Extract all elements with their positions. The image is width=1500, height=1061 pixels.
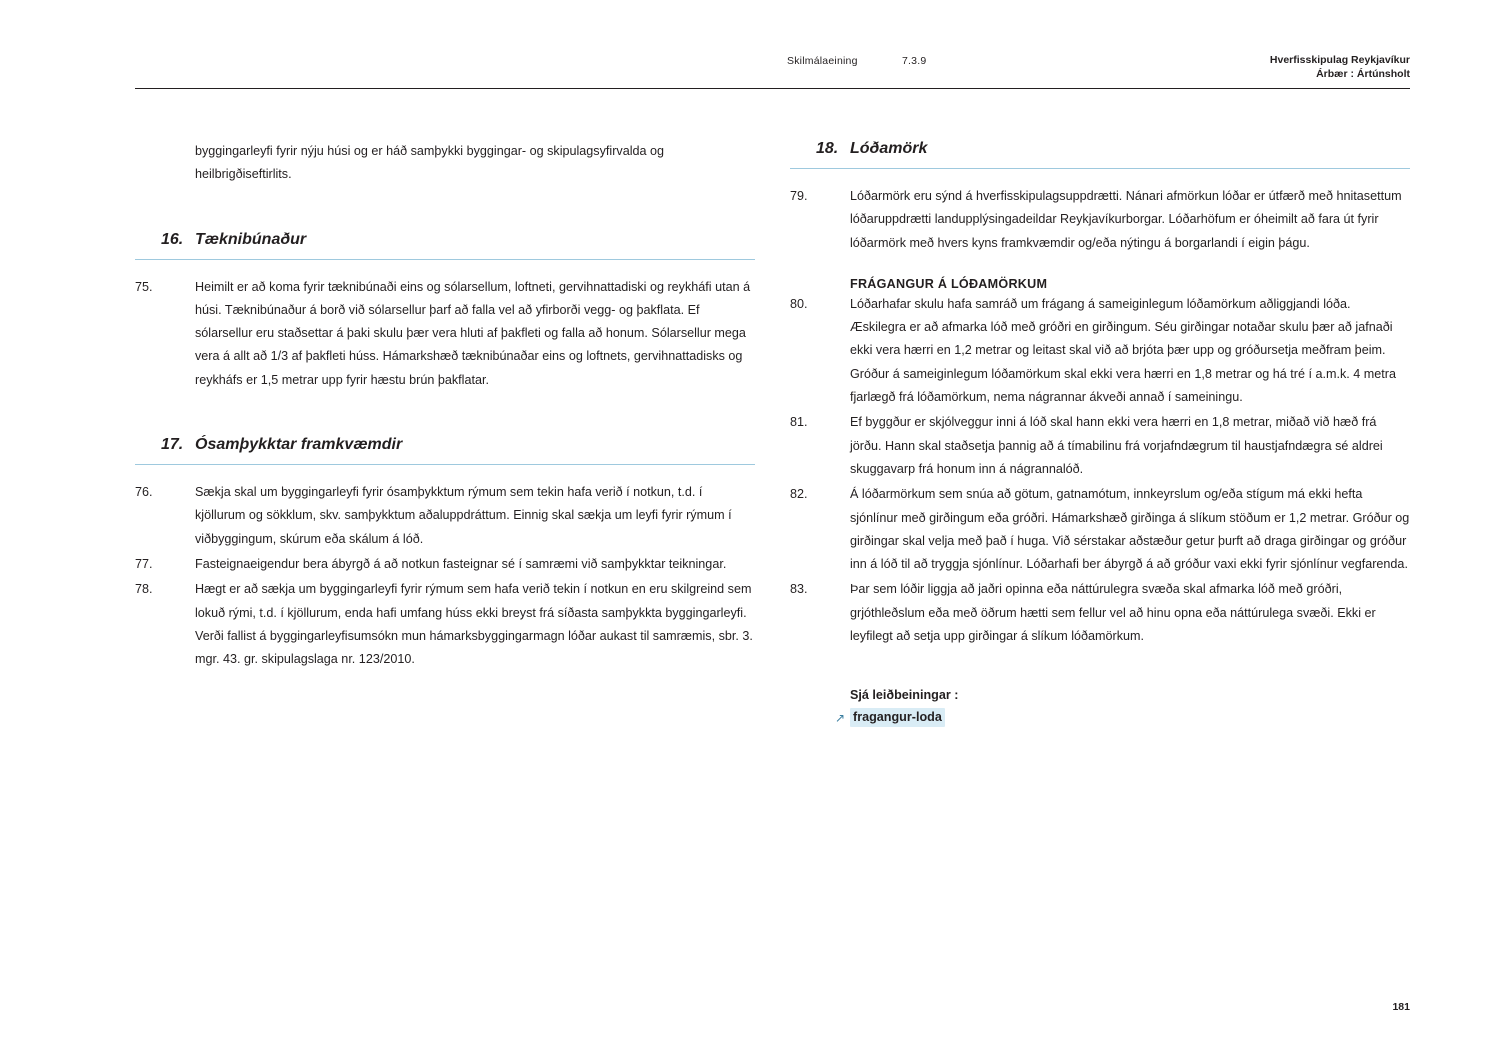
header-divider xyxy=(135,88,1410,89)
page-number: 181 xyxy=(1392,1001,1410,1013)
list-item xyxy=(135,276,755,392)
item-number: 81. xyxy=(790,415,808,430)
section-18-number: 18. xyxy=(816,140,839,157)
section-18-heading xyxy=(790,140,1410,158)
list-item xyxy=(135,578,755,671)
list-item xyxy=(135,553,755,576)
section-16-title: Tæknibúnaður xyxy=(195,230,307,248)
item-text: Heimilt er að koma fyrir tæknibúnaði eins og sólarsellum, loftneti, gervihnattadiski og reykháfi utan á húsi. Tæknibúnaður á borð við sólarsellur þarf að falla vel að yfirborði vegg- og þakflata. Ef sólarsellur eru staðsettar á þaki skulu þær vera hluti af þakfleti og falla að honum. Sólarsellur mega vera á allt að 1/3 af þakfleti húss. Hámarkshæð tæknibúnaðar eins og loftnets, gervihnattadisks og reykháfs er 1,5 metrar upp fyrir hæstu brún þakflatar. xyxy=(195,279,751,387)
list-item xyxy=(790,578,1410,648)
item-number: 82. xyxy=(790,487,808,502)
list-item xyxy=(135,481,755,551)
item-text: Lóðarmörk eru sýnd á hverfisskipulagsuppdrætti. Nánari afmörkun lóðar er útfærð með hnitasettum lóðaruppdrætti landupplýsingadeildar Reykjavíkurborgar. Lóðarhöfum er óheimilt að fara út fyrir lóðarmörk með hvers kyns framkvæmdir og/eða nýtingu á borgarlandi í eigin þágu. xyxy=(850,189,1402,250)
subsection-heading: FRÁGANGUR Á LÓÐAMÖRKUM xyxy=(850,276,1048,291)
left-column xyxy=(135,140,755,673)
item-text: Lóðarhafar skulu hafa samráð um frágang á sameiginlegum lóðamörkum aðliggjandi lóða. Æskilegra er að afmarka lóð með gróðri en girðingum. Séu girðingar notaðar skulu þær að jafnaði ekki vera hærri en 1,2 metrar og leitast skal við að brjóta þær upp og gróðursetja meðfram þeim. Gróður á sameiginlegum lóðamörkum skal ekki vera hærri en 1,8 metrar og há tré í a.m.k. 4 metra fjarlægð frá lóðamörkum, nema nágrannar ákveði annað í sameiningu. xyxy=(850,296,1396,405)
section-18-title: Lóðamörk xyxy=(850,140,928,157)
list-item xyxy=(790,293,1410,409)
item-text: Á lóðarmörkum sem snúa að götum, gatnamótum, innkeyrslum og/eða stígum má ekki hefta sjónlínur með girðingum eða gróðri. Hámarkshæð girðinga á slíkum stöðum er 1,2 metrar. Gróður og girðingar skal velja með það í huga. Við sérstakar aðstæður getur þurft að draga girðingar og gróður inn á lóð til að tryggja sjónlínur. Lóðarhafi ber ábyrgð á að gróður vaxi ekki fyrir sjónlínur vegfarenda. xyxy=(850,487,1410,572)
list-item xyxy=(790,411,1410,481)
item-number: 77. xyxy=(135,556,153,571)
item-number: 75. xyxy=(135,279,153,294)
item-text: Ef byggður er skjólveggur inni á lóð skal hann ekki vera hærri en 1,8 metrar, miðað við hæð frá jörðu. Hann skal staðsetja þannig að á tímabilinu frá vorjafndægrum til haustjafndægra sé aldrei skuggavarp frá honum inn á nágrannalóð. xyxy=(850,415,1383,476)
item-number: 78. xyxy=(135,582,153,597)
item-text: Þar sem lóðir liggja að jaðri opinna eða náttúrulegra svæða skal afmarka lóð með gróðri, grjóthleðslum eða með öðrum hætti sem fellur vel að hinu opna eða náttúrulega svæði. Ekki er leyfilegt að setja upp girðingar á slíkum lóðamörkum. xyxy=(850,582,1376,644)
section-16-number: 16. xyxy=(161,230,184,248)
list-item xyxy=(790,483,1410,576)
item-number: 79. xyxy=(790,189,808,203)
section-16 xyxy=(135,231,755,392)
section-17-heading xyxy=(135,436,755,454)
list-item xyxy=(790,185,1410,255)
continued-paragraph: byggingarleyfi fyrir nýju húsi og er háð samþykki byggingar- og skipulagsyfirvalda og heilbrigðiseftirlits. xyxy=(195,144,665,182)
guideline-link[interactable] xyxy=(835,708,1410,727)
section-18-divider xyxy=(790,168,1410,169)
section-18 xyxy=(790,140,1410,727)
section-17 xyxy=(135,436,755,671)
header-area: Árbær : Ártúnsholt xyxy=(1316,68,1410,81)
arrow-up-right-icon: ↗ xyxy=(835,710,846,725)
section-17-number: 17. xyxy=(161,436,184,454)
header-organization: Hverfisskipulag Reykjavíkur xyxy=(1269,54,1410,66)
item-number: 80. xyxy=(790,296,808,311)
section-17-title: Ósamþykktar framkvæmdir xyxy=(195,436,403,454)
page-header xyxy=(135,55,1410,89)
header-label: Skilmálaeining xyxy=(787,55,858,67)
header-section-number: 7.3.9 xyxy=(902,55,927,67)
section-16-divider xyxy=(135,259,755,260)
item-number: 76. xyxy=(135,485,153,500)
item-number: 83. xyxy=(790,582,808,597)
guideline-link-text[interactable]: fragangur-loda xyxy=(850,708,945,727)
item-text: Sækja skal um byggingarleyfi fyrir ósamþykktum rýmum sem tekin hafa verið í notkun, t.d. í kjöllurum og sökklum, skv. samþykktum aðaluppdráttum. Einnig skal sækja um leyfi fyrir rýmum í viðbyggingum, skúrum eða skálum á lóð. xyxy=(195,485,732,546)
section-16-heading xyxy=(135,231,755,249)
see-guidelines-label: Sjá leiðbeiningar : xyxy=(850,688,959,703)
item-text: Hægt er að sækja um byggingarleyfi fyrir rýmum sem hafa verið tekin í notkun en eru skilgreind sem lokuð rými, t.d. í kjöllurum, enda hafi umfang húss ekki breyst frá síðasta samþykkta byggingarleyfi. Verði fallist á byggingarleyfisumsókn mun hámarksbyggingarmagn lóðar aukast til samræmis, sbr. 3. mgr. 43. gr. skipulagslaga nr. 123/2010. xyxy=(195,582,753,667)
header-org-block xyxy=(1270,53,1410,81)
section-17-divider xyxy=(135,464,755,465)
right-column xyxy=(790,140,1410,727)
item-text: Fasteignaeigendur bera ábyrgð á að notkun fasteignar sé í samræmi við samþykktar teikningar. xyxy=(195,556,727,571)
